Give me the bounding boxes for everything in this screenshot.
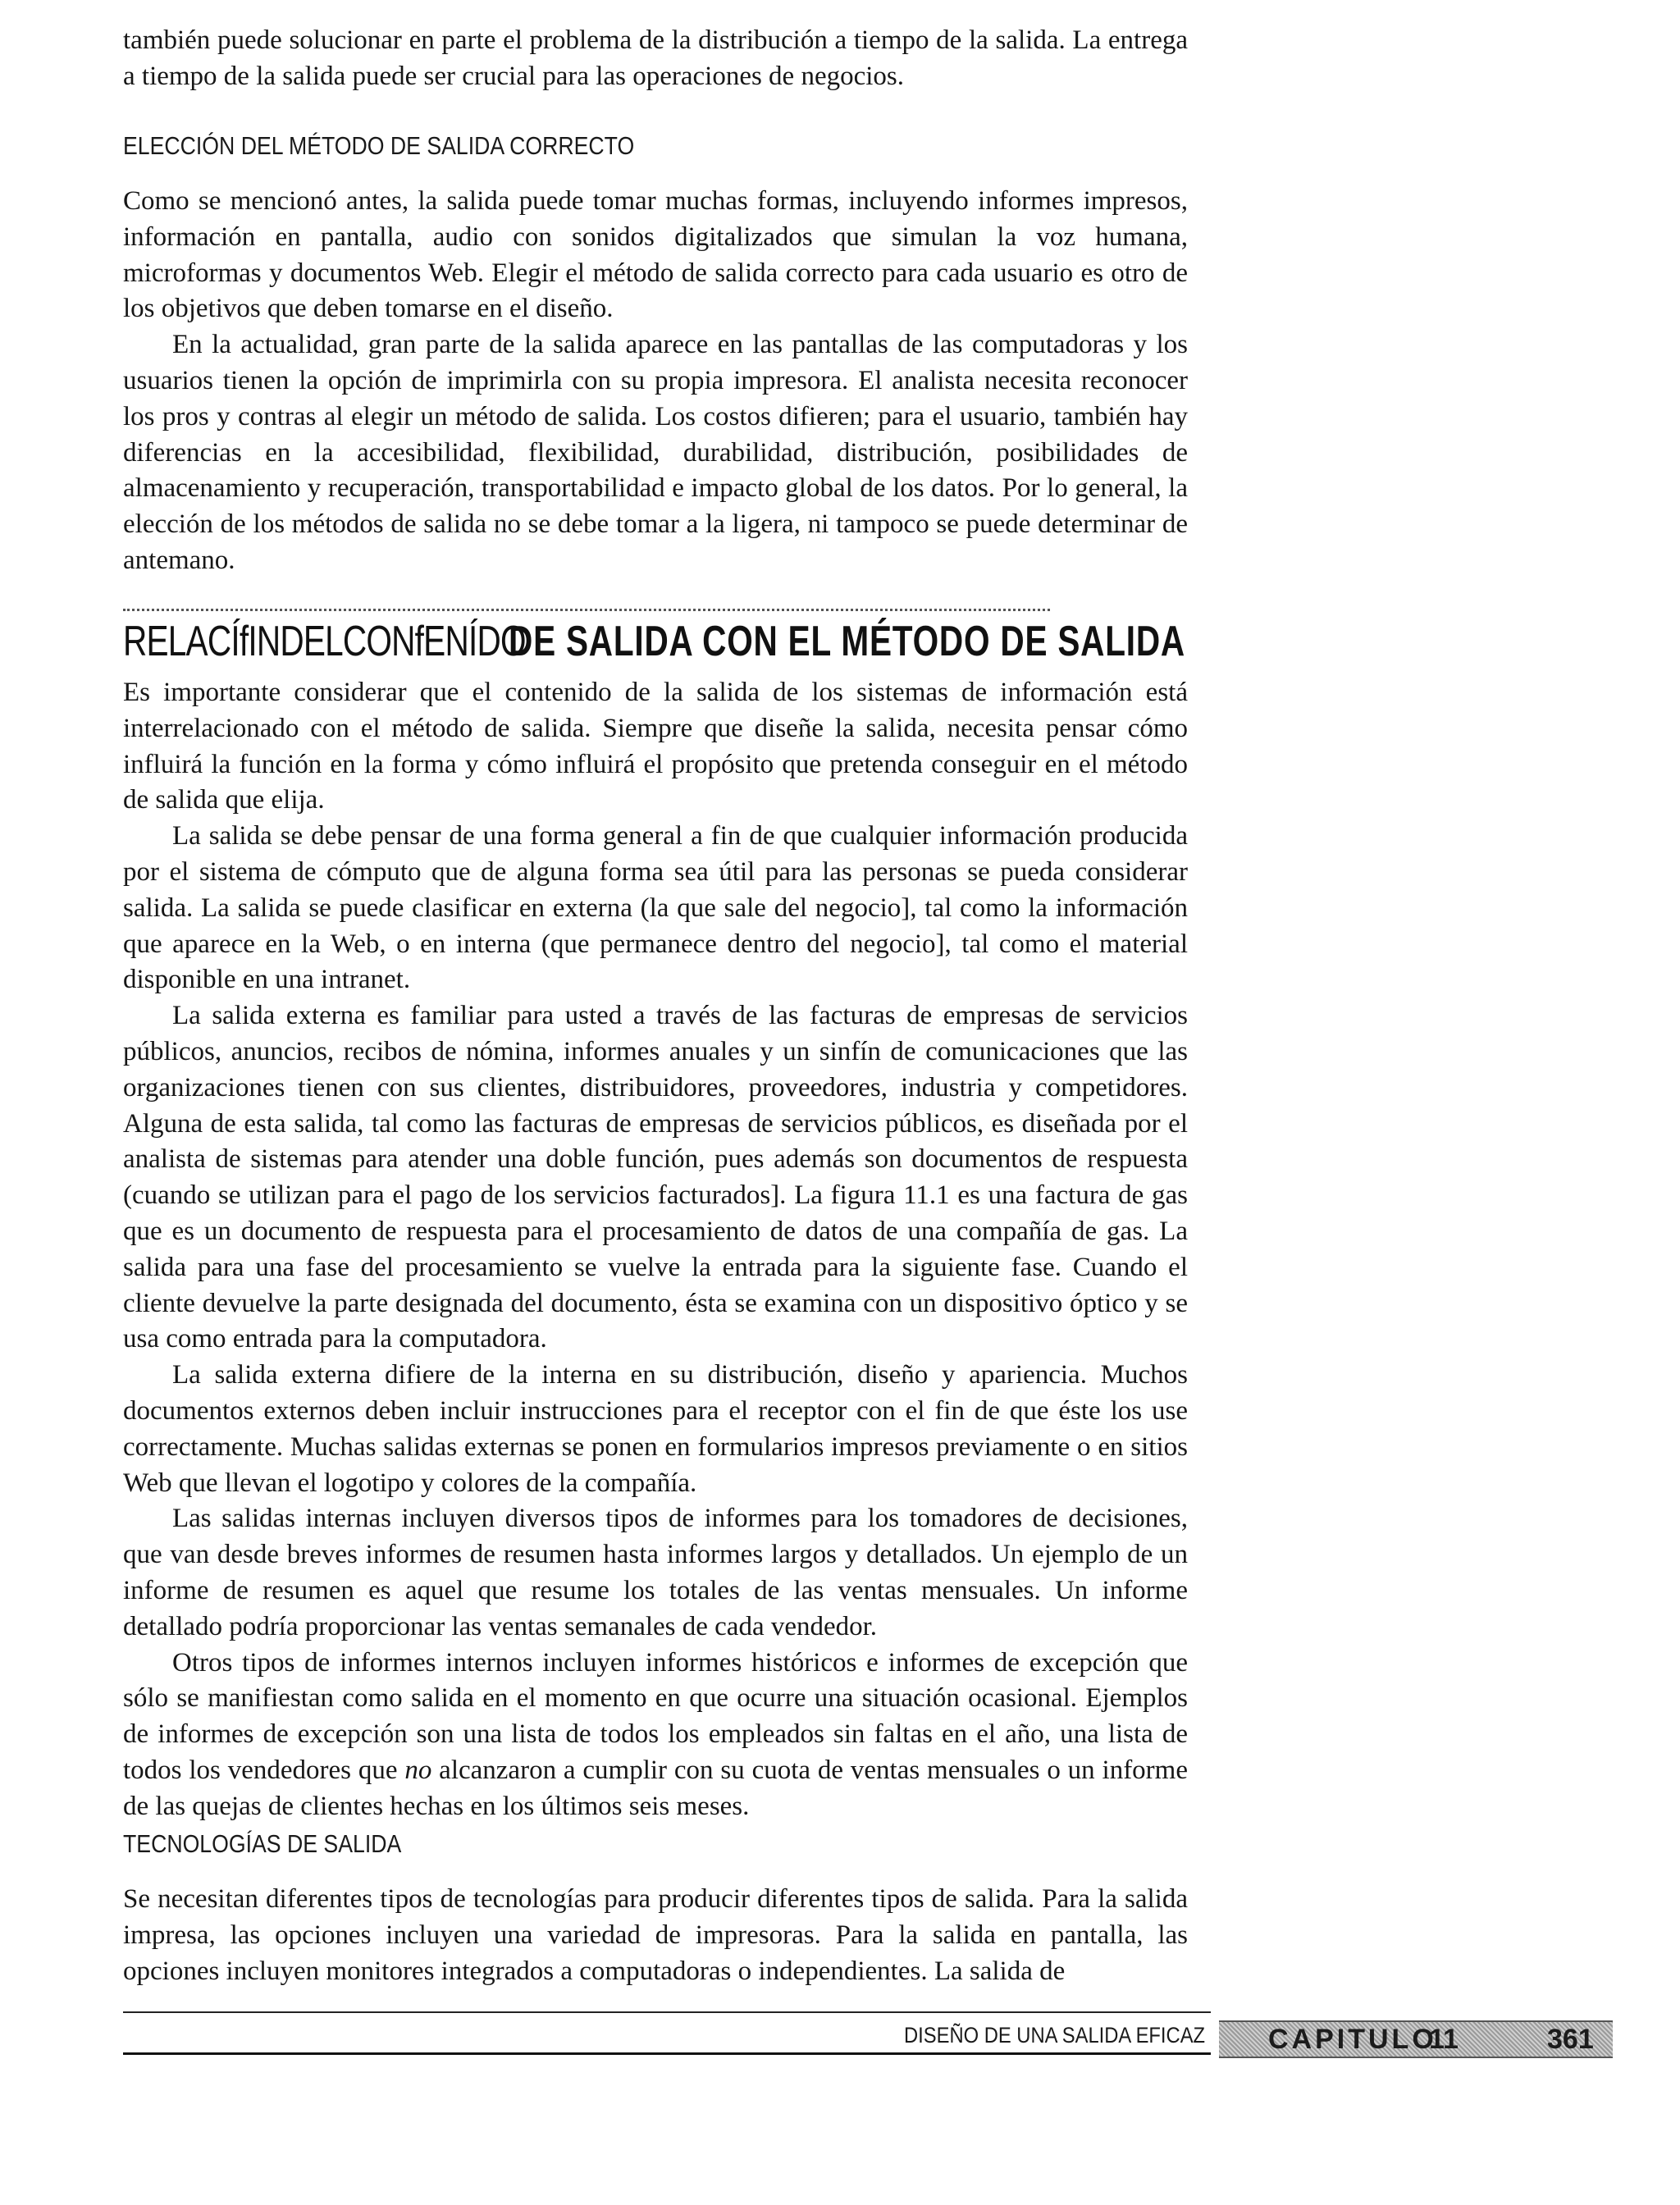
paragraph: La salida externa es familiar para usted a través de las facturas de empresas de servicios públicos, anuncios, recibos de nómina, informes anuales y un sinfín de comunicaciones que las organizaciones tienen con sus clientes, distribuidores, proveedores, industria y competidores. Alguna de esta salida, tal como las facturas de empresas de servicios públicos, es diseñada por el analista de sistemas para atender una doble función, pues además son documentos de respuesta (cuando se utilizan para el pago de los servicios facturados]. La figura 11.1 es una factura de gas que es un documento de respuesta para el procesamiento de datos de una compañía de gas. La salida para una fase del procesamiento se vuelve la entrada para la siguiente fase. Cuando el cliente devuelve la parte designada del documento, ésta se examina con un dispositivo óptico y se usa como entrada para la computadora.	[123, 1001, 1188, 1354]
section-tecnologias-body	[123, 1882, 1188, 1989]
intro-text	[123, 23, 1188, 95]
emphasis: no	[404, 1755, 432, 1785]
paragraph: Se necesitan diferentes tipos de tecnologías para producir diferentes tipos de salida. Para la salida impresa, las opciones incluyen una variedad de impresoras. Para la salida en pantalla, las opciones incluyen monitores integrados a computadoras o independientes. La salida de	[123, 1884, 1188, 1986]
chapter-tab	[1219, 2020, 1613, 2058]
text-run: alcanzaron a cumplir con su cuota de ventas mensuales o un informe de las quejas de clientes hechas en los últimos seis meses.	[123, 1755, 1188, 1821]
paragraph: La salida se debe pensar de una forma general a fin de que cualquier información producida por el sistema de cómputo que de alguna forma sea útil para las personas se pueda considerar salida. La salida se puede clasificar en externa (la que sale del negocio], tal como la información que aparece en la Web, o en interna (que permanece dentro del negocio], tal como el material disponible en una intranet.	[123, 821, 1188, 995]
section-relacion-body	[123, 675, 1188, 1825]
section-eleccion-body	[123, 184, 1188, 579]
paragraph: también puede solucionar en parte el problema de la distribución a tiempo de la salida. La entrega a tiempo de la salida puede ser crucial para las operaciones de negocios.	[123, 25, 1188, 91]
section-heading-tecnologias: TECNOLOGÍAS DE SALIDA	[123, 1829, 402, 1858]
section-heading-relacion	[123, 617, 1185, 666]
paragraph: En la actualidad, gran parte de la salida aparece en las pantallas de las computadoras y los usuarios tienen la opción de imprimirla con su propia impresora. El analista necesita reconocer los pros y contras al elegir un método de salida. Los costos difieren; para el usuario, también hay diferencias en la accesibilidad, flexibilidad, durabilidad, distribución, posibilidades de almacenamiento y recuperación, transportabilidad e impacto global de los datos. Por lo general, la elección de los métodos de salida no se debe tomar a la ligera, ni tampoco se puede determinar de antemano.	[123, 330, 1188, 575]
section-heading-eleccion: ELECCIÓN DEL MÉTODO DE SALIDA CORRECTO	[123, 131, 635, 160]
footer-rule-bottom	[123, 2052, 1211, 2055]
running-title: DISEÑO DE UNA SALIDA EFICAZ	[904, 2023, 1206, 2048]
paragraph: Como se mencionó antes, la salida puede tomar muchas formas, incluyendo informes impresos, información en pantalla, audio con sonidos digitalizados que simulan la voz humana, microformas y documentos Web. Elegir el método de salida correcto para cada usuario es otro de los objetivos que deben tomarse en el diseño.	[123, 186, 1188, 324]
paragraph: Las salidas internas incluyen diversos tipos de informes para los tomadores de decisiones, que van desde breves informes de resumen hasta informes largos y detallados. Un ejemplo de un informe de resumen es aquel que resume los totales de las ventas mensuales. Un informe detallado podría proporcionar las ventas semanales de cada vendedor.	[123, 1504, 1188, 1641]
page-number: 361	[1547, 2024, 1594, 2055]
paragraph: La salida externa difiere de la interna en su distribución, diseño y apariencia. Muchos documentos externos deben incluir instrucciones para el receptor con el fin de que éste los use correctamente. Muchas salidas externas se ponen en formularios impresos previamente o en sitios Web que llevan el logotipo y colores de la compañía.	[123, 1360, 1188, 1498]
heading-part-1: RELACÍfINDELCONfENÍDO	[123, 618, 526, 665]
paragraph: Es importante considerar que el contenido de la salida de los sistemas de información está interrelacionado con el método de salida. Siempre que diseñe la salida, necesita pensar cómo influirá la función en la forma y cómo influirá el propósito que pretenda conseguir en el método de salida que elija.	[123, 678, 1188, 815]
paragraph	[123, 1646, 1188, 1825]
heading-rule	[123, 609, 1050, 611]
footer-rule-top	[123, 2011, 1211, 2013]
text-run: Otros tipos de informes internos incluyen informes históricos e informes de excepción que sólo se manifiestan como salida en el momento en que ocurre una situación ocasional. Ejemplos de informes de excepción son una lista de todos los empleados sin faltas en el año, una lista de todos los vendedores que	[123, 1647, 1188, 1785]
chapter-number: 11	[1429, 2024, 1459, 2055]
chapter-label: CAPITULO	[1268, 2024, 1437, 2055]
heading-part-2: DE SALIDA CON EL MÉTODO DE SALIDA	[509, 618, 1185, 665]
